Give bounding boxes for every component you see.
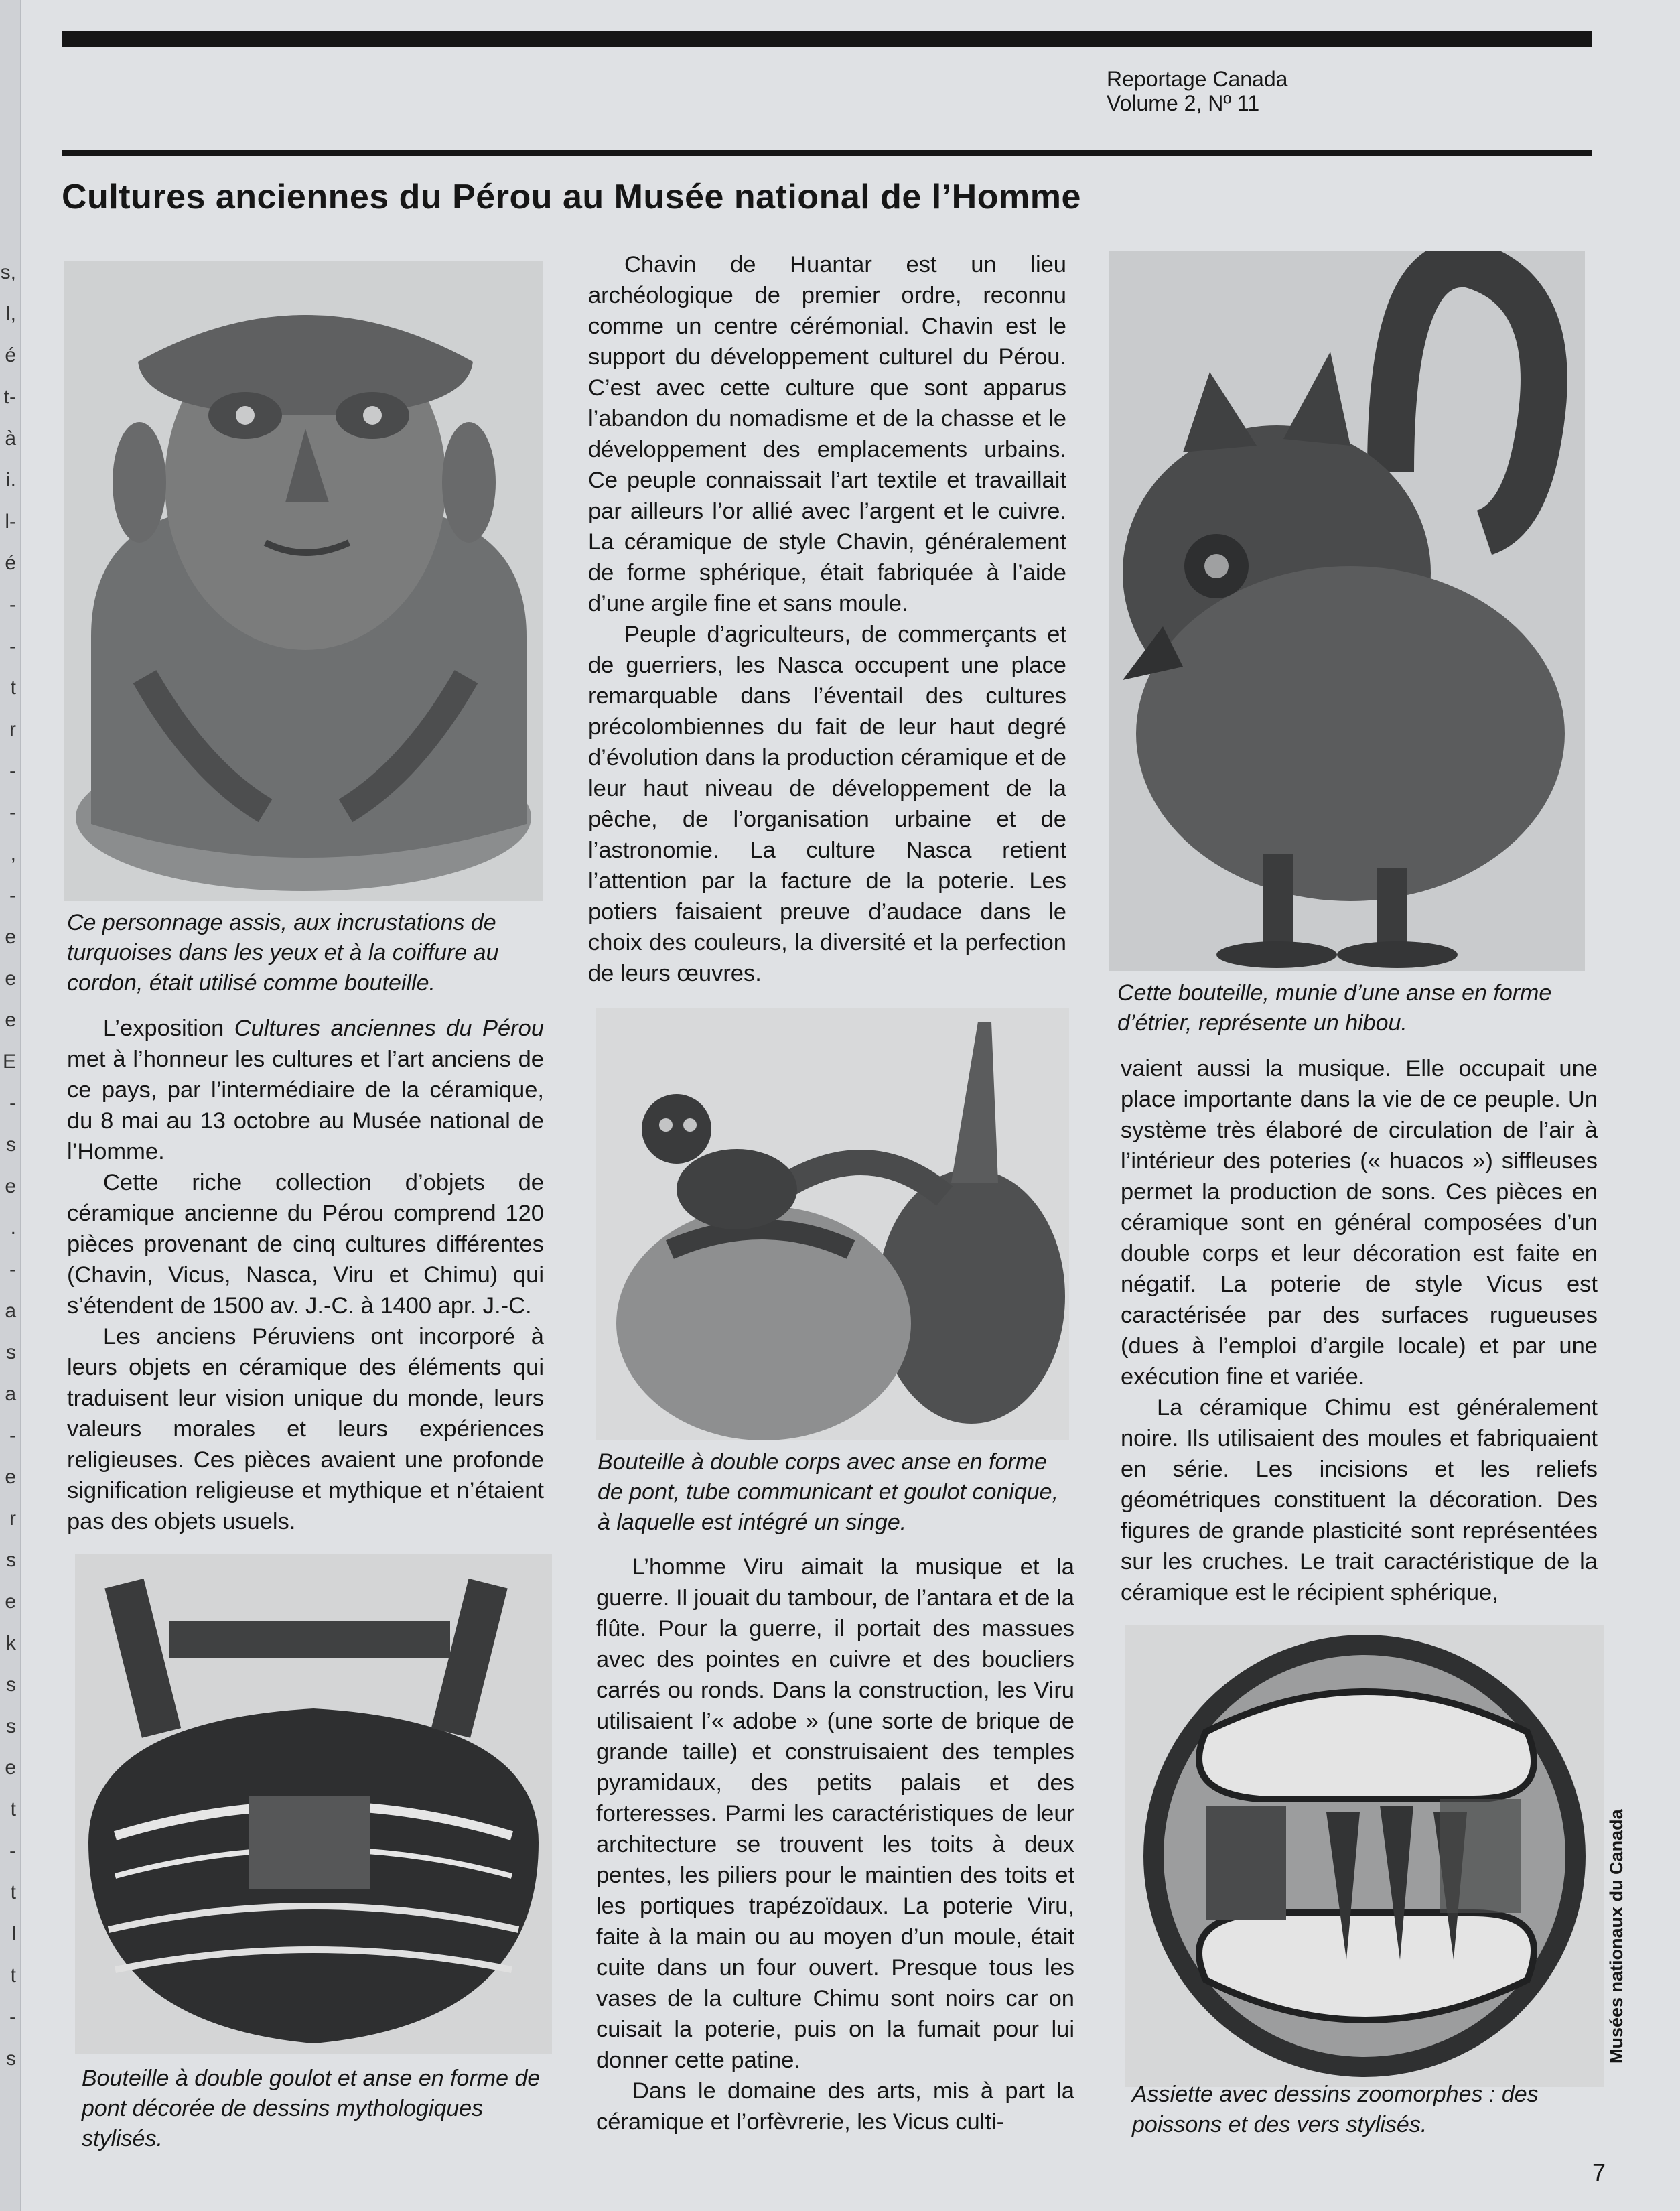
bleed-fragment: à bbox=[5, 427, 16, 450]
bleed-fragment: E bbox=[2, 1051, 16, 1073]
masthead-issue: Volume 2, Nº 11 bbox=[1107, 91, 1260, 115]
zoomorphic-plate-image bbox=[1125, 1625, 1604, 2087]
owl-bottle-image bbox=[1109, 251, 1585, 972]
column-1-text bbox=[67, 1013, 544, 1537]
caption-zoomorphic-plate: Assiette avec dessins zoomorphes : des poissons et des vers stylisés. bbox=[1132, 2082, 1539, 2137]
photo-credit: Musées nationaux du Canada bbox=[1606, 1809, 1626, 2064]
bleed-fragment: - bbox=[9, 1092, 16, 1114]
col1-paragraph-1 bbox=[67, 1013, 544, 1167]
masthead bbox=[1107, 67, 1287, 115]
col1-p1-end: met à l’honneur les cultures et l’art anciens de ce pays, par l’intermédiaire de la céramique, du 8 mai au 13 octobre au Musée national de l’Homme. bbox=[67, 1047, 544, 1164]
photo-seated-figure bbox=[64, 261, 543, 901]
bleed-fragment: s, bbox=[0, 261, 16, 283]
bleed-fragment: - bbox=[9, 635, 16, 657]
masthead-publication: Reportage Canada bbox=[1107, 67, 1288, 91]
page-number: 7 bbox=[1592, 2159, 1606, 2186]
col1-paragraph-3: Les anciens Péruviens ont incorporé à leurs objets en céramique des éléments qui traduisent leur vision unique du monde, leurs valeurs morales et leurs expériences religieuses. Ces pièces avaient une profonde signification religieuse et mythique et n’étaient pas des objets usuels. bbox=[67, 1324, 544, 1534]
photo-monkey-bottle bbox=[596, 1008, 1069, 1440]
bleed-fragment: e bbox=[5, 1591, 16, 1613]
bleed-fragment: s bbox=[6, 1549, 16, 1571]
bleed-fragment: r bbox=[9, 1508, 16, 1530]
caption-seated-figure: Ce personnage assis, aux incrustations de turquoises dans les yeux et à la coiffure au cordon, était utilisé comme bouteille. bbox=[67, 910, 499, 996]
col3-paragraph-vicus: vaient aussi la musique. Elle occupait une place importante dans la vie de ce peuple. Un système très élaboré de circulation de l’air à l’intérieur des poteries (« huacos ») siffleuses permet la production de sons. Ces pièces en céramique sont en général composées d’un double corps et leur décoration est faite en négatif. La poterie de style Vicus est caractérisée par des surfaces rugueuses (dues à l’emploi d’argile locale) et par une exécution fine et variée. bbox=[1121, 1056, 1598, 1390]
bleed-fragment: t bbox=[10, 1798, 16, 1820]
bleed-fragment: t bbox=[10, 1881, 16, 1903]
col1-p1-start: L’exposition bbox=[103, 1016, 234, 1041]
bleed-fragment: - bbox=[9, 884, 16, 907]
bleed-fragment: - bbox=[9, 760, 16, 782]
column-2-top-text bbox=[588, 249, 1066, 989]
bleed-fragment: r bbox=[9, 718, 16, 740]
bleed-fragment: e bbox=[5, 1757, 16, 1779]
col2-paragraph-viru: L’homme Viru aimait la musique et la guerre. Il jouait du tambour, de l’antara et de la flûte. Pour la guerre, il portait des massues avec des pointes en cuivre et des boucliers carrés ou ronds. Dans la construction, les Viru utilisaient l’« adobe » (une sorte de brique de grande taille) et construisaient des temples pyramidaux, des petits palais et des forteresses. Parmi les caractéristiques de leur architecture se trouvent les toits à deux pentes, les piliers pour le maintien des toits et les portiques trapézoïdaux. La poterie Viru, faite à la main ou au moyen d’un moule, était cuite dans un four ouvert. Presque tous les vases de la culture Chimu sont noirs car on cuisait la poterie, puis on la fumait pour lui donner cette patine. bbox=[596, 1554, 1074, 2073]
top-thick-rule bbox=[62, 31, 1592, 47]
bleed-fragment: - bbox=[9, 1424, 16, 1447]
bleed-fragment: a bbox=[5, 1300, 16, 1322]
caption-monkey-bottle: Bouteille à double corps avec anse en forme de pont, tube communicant et goulot conique, à laquelle est intégré un singe. bbox=[598, 1449, 1059, 1535]
bleed-fragment: a bbox=[5, 1383, 16, 1405]
exhibition-title: Cultures anciennes du Pérou bbox=[234, 1016, 545, 1041]
bleed-fragment: l, bbox=[6, 303, 16, 325]
bleed-fragment: , bbox=[10, 843, 16, 865]
seated-figure-image bbox=[64, 261, 543, 901]
bleed-fragment: é bbox=[5, 552, 16, 574]
photo-zoomorphic-plate bbox=[1125, 1625, 1604, 2087]
bleed-fragment: l bbox=[11, 1923, 16, 1945]
bleed-fragment: . bbox=[10, 1217, 16, 1239]
bleed-fragment: e bbox=[5, 967, 16, 990]
bleed-fragment: k bbox=[6, 1632, 16, 1654]
bleed-fragment: s bbox=[6, 1715, 16, 1737]
monkey-bottle-image bbox=[596, 1008, 1069, 1440]
caption-owl-bottle: Cette bouteille, munie d’une anse en forme d’étrier, représente un hibou. bbox=[1117, 980, 1552, 1036]
bleed-fragment: s bbox=[6, 1674, 16, 1696]
bleed-fragment: - bbox=[9, 1840, 16, 1862]
col2-paragraph-arts: Dans le domaine des arts, mis à part la céramique et l’orfèvrerie, les Vicus culti- bbox=[596, 2078, 1074, 2135]
photo-double-spout-bottle bbox=[75, 1554, 552, 2054]
double-spout-bottle-image bbox=[75, 1554, 552, 2054]
caption-double-spout-bottle: Bouteille à double goulot et anse en forme de pont décorée de dessins mythologiques stylisés. bbox=[82, 2066, 541, 2151]
photo-owl-bottle bbox=[1109, 251, 1585, 972]
previous-page-edge bbox=[0, 0, 21, 2211]
column-3-text bbox=[1121, 1053, 1598, 1608]
bleed-fragment: s bbox=[6, 1341, 16, 1363]
bleed-fragment: s bbox=[6, 2048, 16, 2070]
bleed-fragment: - bbox=[9, 1258, 16, 1280]
col2-paragraph-chavin: Chavin de Huantar est un lieu archéologique de premier ordre, reconnu comme un centre cérémonial. Chavin est le support du développement culturel du Pérou. C’est avec cette culture que sont apparus l’abandon du nomadisme et de la chasse et le développement des emplacements urbains. Ce peuple connaissait l’art textile et travaillait par ailleurs l’or allié avec l’argent et le cuivre. La céramique de style Chavin, généralement de forme sphérique, était fabriquée à l’aide d’une argile fine et sans moule. bbox=[588, 252, 1066, 616]
bleed-fragment: e bbox=[5, 926, 16, 948]
col2-paragraph-nasca: Peuple d’agriculteurs, de commerçants et de guerriers, les Nasca occupent une place remarquable dans l’éventail des cultures précolombiennes du fait de leur haut degré d’évolution dans la production céramique et de leur haut niveau de développement de la pêche, de l’organisation urbaine et de l’astronomie. La culture Nasca retient l’attention par la facture de la poterie. Les potiers faisaient preuve d’audace dans le choix des couleurs, la diversité et la perfection de leurs œuvres. bbox=[588, 622, 1066, 986]
title-rule bbox=[62, 150, 1592, 156]
bleed-fragment: i. bbox=[6, 469, 16, 491]
page-title: Cultures anciennes du Pérou au Musée national de l’Homme bbox=[62, 178, 1081, 216]
col1-paragraph-2: Cette riche collection d’objets de céramique ancienne du Pérou comprend 120 pièces provenant de cinq cultures différentes (Chavin, Vicus, Nasca, Viru et Chimu) qui s’étendent de 1500 av. J.-C. à 1400 apr. J.-C. bbox=[67, 1170, 544, 1319]
bleed-fragment: - bbox=[9, 594, 16, 616]
bleed-fragment: é bbox=[5, 344, 16, 366]
bleed-fragment: - bbox=[9, 2006, 16, 2028]
bleed-fragment: e bbox=[5, 1175, 16, 1197]
bleed-fragment: l- bbox=[5, 511, 16, 533]
bleed-fragment: s bbox=[6, 1134, 16, 1156]
bleed-fragment: t- bbox=[3, 386, 16, 408]
bleed-fragment: e bbox=[5, 1466, 16, 1488]
col3-paragraph-chimu: La céramique Chimu est généralement noire. Ils utilisaient des moules et fabriquaient en série. Les incisions et les reliefs géométriques constituent la décoration. Des figures de grande plasticité sont représentées sur les cruches. Le trait caractéristique de la céramique est le récipient sphérique, bbox=[1121, 1395, 1598, 1605]
bleed-fragment: - bbox=[9, 801, 16, 823]
column-2-bottom-text bbox=[596, 1552, 1074, 2137]
bleed-fragment: e bbox=[5, 1009, 16, 1031]
bleed-fragment: t bbox=[10, 677, 16, 699]
bleed-fragment: t bbox=[10, 1964, 16, 1987]
